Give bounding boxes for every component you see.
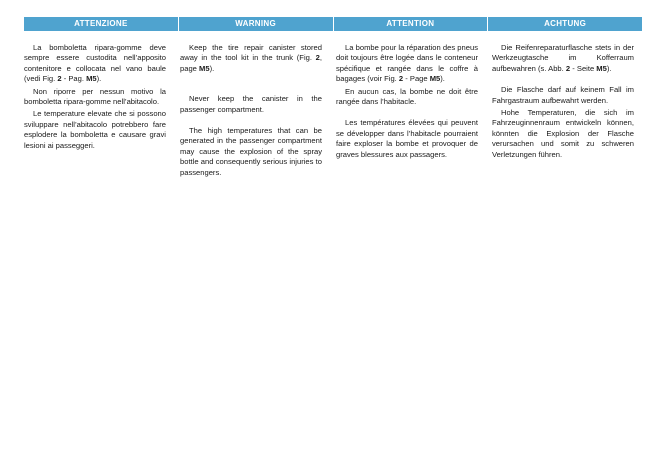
column-italian [24, 43, 166, 151]
paragraph-danger: Les températures élevées qui peuvent se développer dans l’habitacle pourraient faire exploser la bombe et provoquer de graves blessures aux passagers. [336, 118, 478, 159]
paragraph-prohibition: En aucun cas, la bombe ne doit être rangée dans l’habitacle. [336, 86, 478, 107]
header-french: ATTENTION [333, 17, 488, 31]
paragraph-storage: Keep the tire repair canister stored away in the tool kit in the trunk (Fig. 2, page M5). [180, 43, 322, 73]
column-french [336, 43, 478, 160]
language-header-bar [24, 17, 642, 31]
paragraph-prohibition: Never keep the canister in the passenger compartment. [180, 94, 322, 114]
column-german [492, 43, 634, 160]
paragraph-prohibition: Die Flasche darf auf keinem Fall im Fahrgastraum aufbewahrt werden. [492, 85, 634, 105]
paragraph-storage: La bombe pour la réparation des pneus doit toujours être logée dans le conteneur spécifique et rangée dans le coffre à bagages (voir Fig. 2 - Page M5). [336, 43, 478, 84]
paragraph-prohibition: Non riporre per nessun motivo la bomboletta ripara-gomme nell’abitacolo. [24, 86, 166, 107]
header-english: WARNING [178, 17, 333, 31]
header-german: ACHTUNG [487, 17, 642, 31]
paragraph-danger: The high temperatures that can be generated in the passenger compartment may cause the explosion of the spray bottle and consequently serious injuries to passengers. [180, 126, 322, 177]
paragraph-storage: Die Reifenreparaturflasche stets in der Werkzeugtasche im Kofferraum aufbewahren (s. Abb. 2 - Seite M5). [492, 43, 634, 73]
header-italian: ATTENZIONE [24, 17, 178, 31]
paragraph-storage: La bomboletta ripara-gomme deve sempre essere custodita nell’apposito contenitore e collocata nel vano baule (vedi Fig. 2 - Pag. M5). [24, 43, 166, 84]
column-english [180, 43, 322, 178]
paragraph-danger: Le temperature elevate che si possono sviluppare nell’abitacolo potrebbero fare esplodere la bomboletta e causare gravi lesioni ai passeggeri. [24, 109, 166, 150]
paragraph-danger: Hohe Temperaturen, die sich im Fahrzeuginnenraum entwickeln können, könnten die Explosion der Flasche verursachen und somit zu schweren Verletzungen führen. [492, 108, 634, 159]
